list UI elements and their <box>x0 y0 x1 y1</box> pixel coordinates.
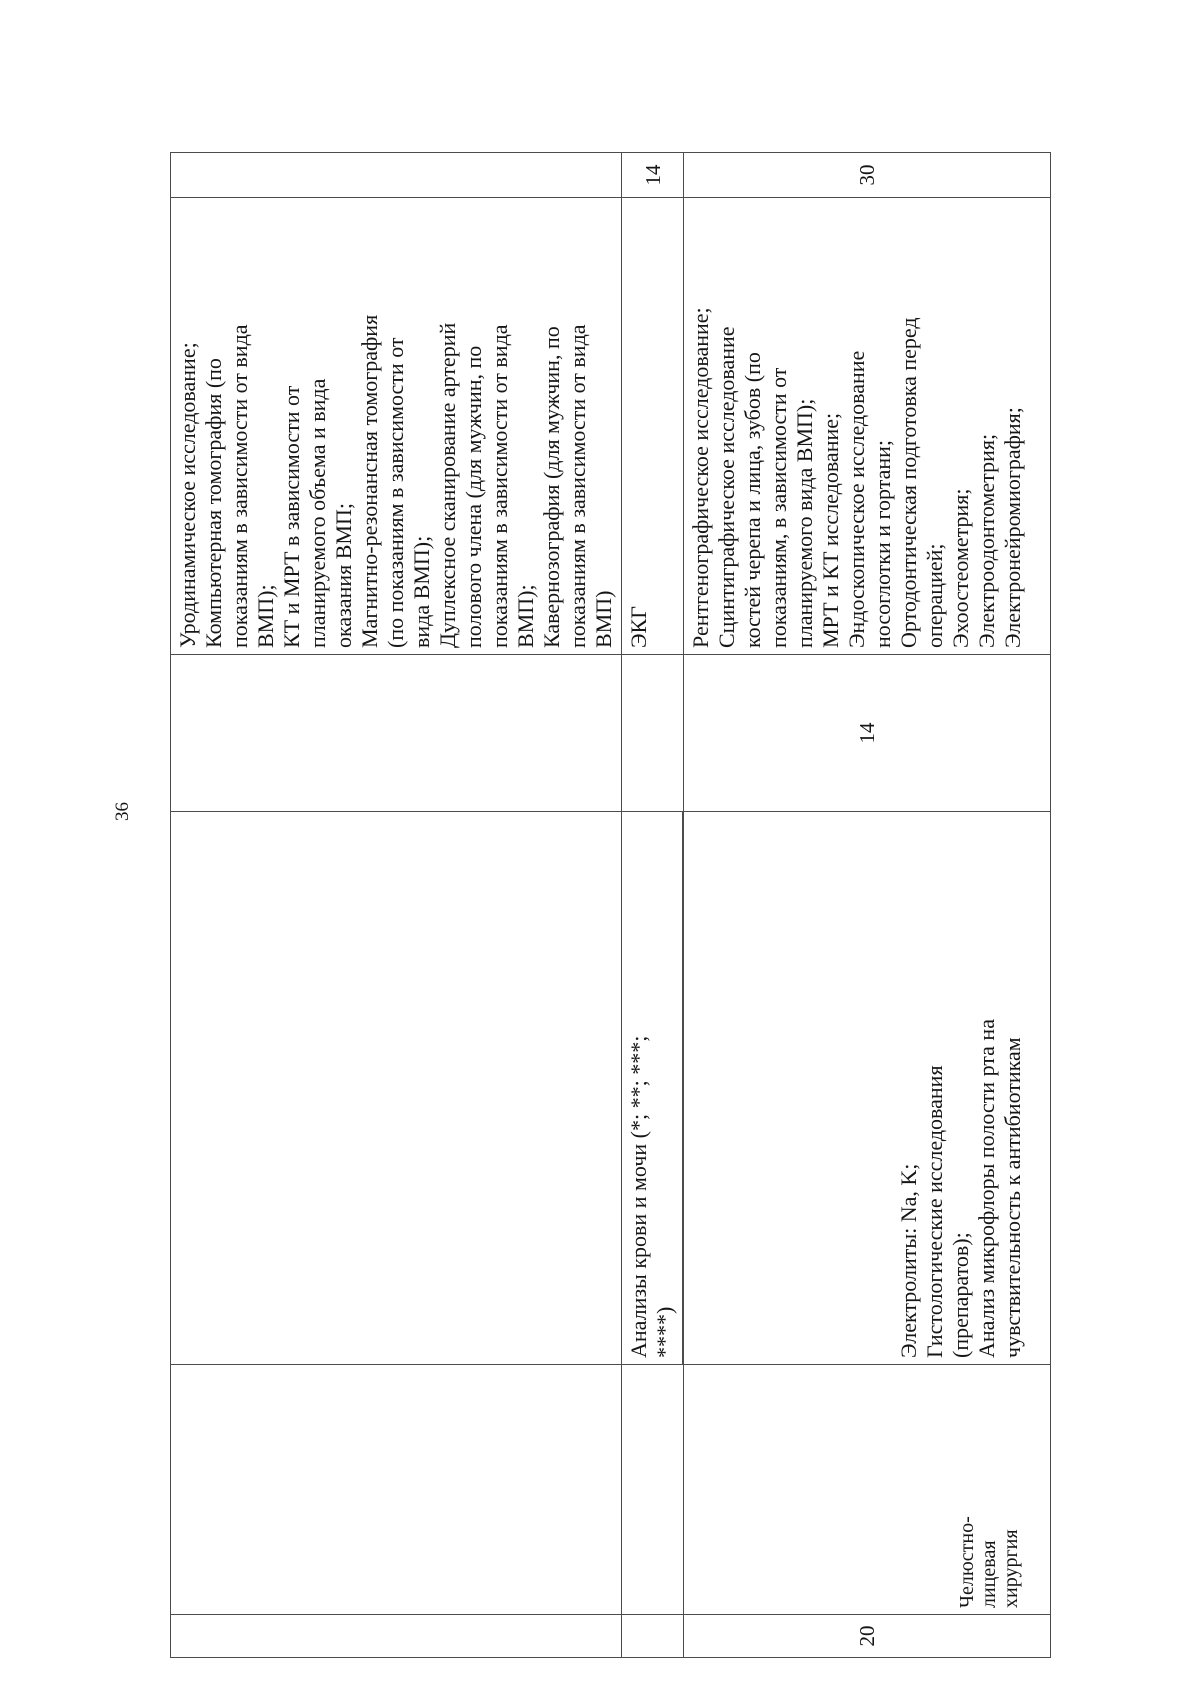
lab-days-cell: 14 <box>684 655 1051 812</box>
lab-tests-cell <box>622 812 684 1365</box>
text-line: оказания ВМП; <box>331 503 356 648</box>
direction-cell <box>684 1365 1051 1615</box>
text-line: Уродинамическое исследование; <box>175 342 200 648</box>
text-line: (по показаниям в зависимости от <box>383 337 408 648</box>
text-line: Эндоскопическое исследование <box>844 350 869 648</box>
text-line: хирургия <box>1000 1529 1022 1608</box>
text-line: показаниям в зависимости от вида <box>487 324 512 648</box>
text-line: (препаратов); <box>948 1232 973 1358</box>
lab-days-cell <box>622 655 684 812</box>
row-number-cell: 20 <box>684 1615 1051 1658</box>
text-line: Рентгенографическое исследование; <box>688 307 713 648</box>
text-line: ****) <box>652 1306 677 1358</box>
text-line: показаниям в зависимости от вида <box>227 324 252 648</box>
lab-tests-subtable <box>622 812 683 1364</box>
text-line: ВМП) <box>591 590 616 648</box>
text-line: ЭКГ <box>626 606 651 648</box>
text-line: Сцинтиграфическое исследование <box>714 326 739 648</box>
text-line: Магнитно-резонансная томография <box>357 314 382 648</box>
text-line: носоглотки и гортани; <box>870 439 895 648</box>
text-line: вида ВМП); <box>409 535 434 648</box>
table-row <box>622 153 684 1658</box>
text-line: МРТ и КТ исследование; <box>818 412 843 648</box>
text-line: Ортодонтическая подготовка перед <box>896 317 921 648</box>
instrumental-days-cell <box>171 153 622 198</box>
text-line: Анализ микрофлоры полости рта на <box>974 1019 999 1358</box>
text-line: Эхоостеометрия; <box>948 488 973 648</box>
text-line: показаниям, в зависимости от <box>766 367 791 648</box>
text-line: КТ и МРТ в зависимости от <box>279 385 304 648</box>
requirements-table <box>170 152 1051 1658</box>
text-line: Челюстно- <box>956 1516 978 1608</box>
lab-tests-cell <box>684 812 1051 1365</box>
text-line: лицевая <box>978 1540 1000 1608</box>
instrumental-days-cell: 14 <box>622 153 684 198</box>
instrumental-cell <box>684 198 1051 655</box>
row-number-cell <box>171 1615 622 1658</box>
text-line: ВМП); <box>253 584 278 648</box>
lab-days-cell <box>171 655 622 812</box>
table-row <box>171 153 622 1658</box>
instrumental-days-cell: 30 <box>684 153 1051 198</box>
text-line: планируемого объема и вида <box>305 378 330 648</box>
direction-cell <box>622 1365 684 1615</box>
text-line: Кавернозография (для мужчин, по <box>539 326 564 648</box>
table-row <box>684 153 1051 1658</box>
text-line: ВМП); <box>513 584 538 648</box>
text-line: Анализы крови и мочи (*; **; ***; <box>626 1035 651 1358</box>
text-line: костей черепа и лица, зубов (по <box>740 352 765 648</box>
text-line: Электроодонтометрия; <box>974 433 999 648</box>
text-line: полового члена (для мужчин, по <box>461 345 486 648</box>
text-line: операцией; <box>922 543 947 648</box>
row-number-cell <box>622 1615 684 1658</box>
text-line: показаниям в зависимости от вида <box>565 324 590 648</box>
text-line: чувствительность к антибиотикам <box>1000 1037 1025 1358</box>
instrumental-cell <box>171 198 622 655</box>
page-number: 36 <box>112 802 133 821</box>
text-line: Электронейромиография; <box>1000 407 1025 648</box>
lab-tests-blood-urine <box>622 812 683 1364</box>
lab-tests-cell <box>171 812 622 1365</box>
text-line: Электролиты: Na, K; <box>896 1163 921 1358</box>
text-line: Гистологические исследования <box>922 1065 947 1358</box>
text-line: планируемого вида ВМП); <box>792 398 817 648</box>
text-line: Компьютерная томография (по <box>201 358 226 648</box>
text-line: Дуплексное сканирование артерий <box>435 322 460 648</box>
direction-cell <box>171 1365 622 1615</box>
instrumental-cell <box>622 198 684 655</box>
